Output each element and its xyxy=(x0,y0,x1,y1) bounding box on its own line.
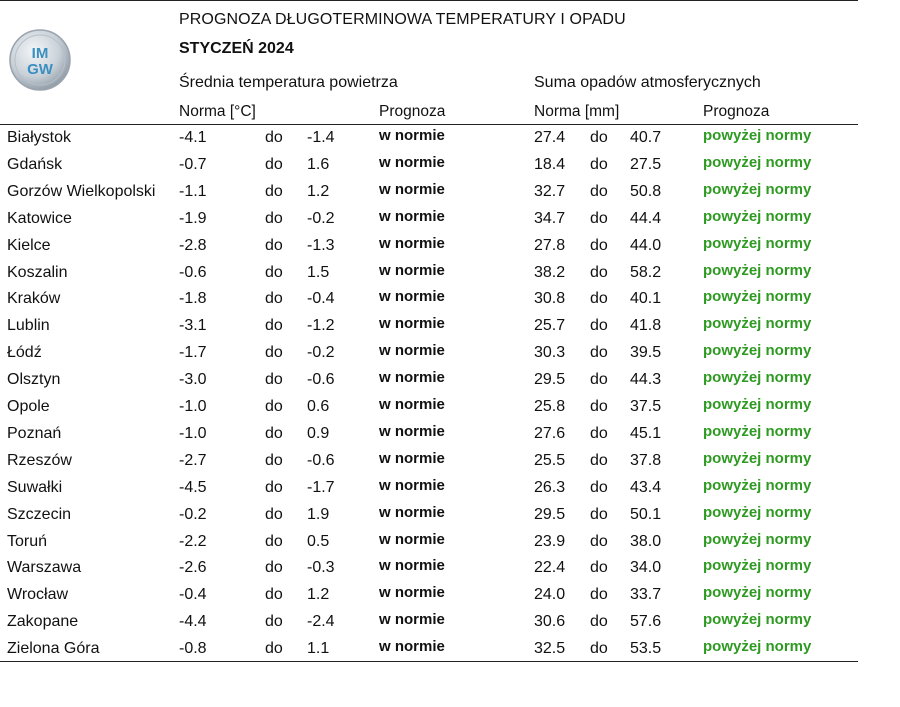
temperature-norm-max: -0.6 xyxy=(307,451,335,469)
city-name: Szczecin xyxy=(7,505,72,523)
temperature-group-header: Średnia temperatura powietrza xyxy=(179,74,398,91)
table-row xyxy=(0,317,858,344)
temperature-norm-min: -2.7 xyxy=(179,451,207,469)
precipitation-norm-max: 37.8 xyxy=(630,451,662,469)
precipitation-norm-min: 27.8 xyxy=(534,236,566,254)
temperature-range-connector: do xyxy=(265,182,283,200)
temperature-range-connector: do xyxy=(265,263,283,281)
temperature-forecast: w normie xyxy=(379,180,445,198)
header-rule xyxy=(0,124,858,125)
table-row xyxy=(0,640,858,667)
temperature-norm-min: -1.1 xyxy=(179,182,207,200)
temperature-norm-max: -1.4 xyxy=(307,129,335,146)
temperature-range-connector: do xyxy=(265,398,283,415)
table-row xyxy=(0,398,858,425)
temperature-forecast: w normie xyxy=(379,449,445,467)
temperature-norm-max: -1.7 xyxy=(307,478,335,496)
precipitation-forecast: powyżej normy xyxy=(703,127,812,144)
precipitation-norm-min: 22.4 xyxy=(534,559,566,577)
precipitation-forecast: powyżej normy xyxy=(703,261,812,279)
precipitation-forecast: powyżej normy xyxy=(703,369,812,387)
city-name: Toruń xyxy=(7,532,48,550)
precipitation-norm-min: 32.7 xyxy=(534,182,566,200)
table-row xyxy=(0,290,858,317)
page-title: PROGNOZA DŁUGOTERMINOWA TEMPERATURY I OPADU xyxy=(179,11,626,28)
temperature-range-connector: do xyxy=(265,478,283,496)
temperature-range-connector: do xyxy=(265,317,283,335)
table-row xyxy=(0,153,858,183)
table-row xyxy=(0,449,858,479)
precipitation-range-connector: do xyxy=(590,263,608,281)
precipitation-forecast: powyżej normy xyxy=(703,288,812,306)
precipitation-norm-min: 38.2 xyxy=(534,263,566,281)
temperature-norm-max: -0.3 xyxy=(307,559,335,577)
page-subtitle: STYCZEŃ 2024 xyxy=(179,40,294,57)
precipitation-norm-max: 40.1 xyxy=(630,290,662,308)
temperature-norm-max: 0.6 xyxy=(307,398,330,415)
precipitation-forecast: powyżej normy xyxy=(703,315,812,333)
precipitation-norm-min: 29.5 xyxy=(534,371,566,389)
precipitation-range-connector: do xyxy=(590,451,608,469)
temperature-norm-max: -0.4 xyxy=(307,290,335,308)
temperature-norm-min: -0.4 xyxy=(179,586,207,604)
temperature-norm-min: -2.6 xyxy=(179,559,207,577)
precipitation-norm-min: 29.5 xyxy=(534,505,566,523)
precipitation-norm-max: 34.0 xyxy=(630,559,662,577)
temperature-norm-max: 0.9 xyxy=(307,424,330,442)
temperature-forecast: w normie xyxy=(379,127,445,144)
temperature-forecast: w normie xyxy=(379,234,445,252)
precipitation-range-connector: do xyxy=(590,424,608,442)
precipitation-norm-min: 25.7 xyxy=(534,317,566,335)
temperature-forecast: w normie xyxy=(379,207,445,225)
temperature-norm-max: -0.2 xyxy=(307,344,335,362)
temperature-forecast: w normie xyxy=(379,557,445,575)
precipitation-forecast: powyżej normy xyxy=(703,503,812,521)
precipitation-forecast: powyżej normy xyxy=(703,422,812,440)
precipitation-norm-min: 30.8 xyxy=(534,290,566,308)
precipitation-norm-max: 38.0 xyxy=(630,532,662,550)
city-name: Kraków xyxy=(7,290,61,308)
precipitation-norm-max: 53.5 xyxy=(630,640,662,658)
precipitation-norm-min: 27.4 xyxy=(534,129,566,146)
precipitation-range-connector: do xyxy=(590,182,608,200)
imgw-logo xyxy=(8,28,72,92)
temperature-range-connector: do xyxy=(265,559,283,577)
temperature-forecast: w normie xyxy=(379,503,445,521)
table-row xyxy=(0,530,858,560)
precipitation-forecast: powyżej normy xyxy=(703,234,812,252)
temperature-norm-max: 1.1 xyxy=(307,640,330,658)
precipitation-norm-max: 57.6 xyxy=(630,613,662,631)
temperature-norm-min: -0.8 xyxy=(179,640,207,658)
temperature-range-connector: do xyxy=(265,344,283,362)
precipitation-forecast: powyżej normy xyxy=(703,153,812,171)
precipitation-range-connector: do xyxy=(590,209,608,227)
temperature-forecast: w normie xyxy=(379,584,445,602)
precipitation-range-connector: do xyxy=(590,640,608,658)
temperature-norm-min: -0.6 xyxy=(179,263,207,281)
precipitation-range-connector: do xyxy=(590,505,608,523)
temperature-forecast: w normie xyxy=(379,638,445,656)
precipitation-norm-max: 45.1 xyxy=(630,424,662,442)
temperature-norm-min: -1.0 xyxy=(179,398,207,415)
temperature-norm-max: 1.6 xyxy=(307,155,330,173)
temperature-range-connector: do xyxy=(265,371,283,389)
temperature-norm-min: -2.2 xyxy=(179,532,207,550)
precipitation-range-connector: do xyxy=(590,398,608,415)
table-row xyxy=(0,503,858,533)
top-rule xyxy=(0,0,858,1)
temperature-norm-max: 1.9 xyxy=(307,505,330,523)
precipitation-forecast: powyżej normy xyxy=(703,584,812,602)
table-row xyxy=(0,476,858,506)
city-name: Zielona Góra xyxy=(7,640,100,658)
table-row xyxy=(0,586,858,613)
temperature-range-connector: do xyxy=(265,505,283,523)
table-row xyxy=(0,129,858,156)
precipitation-forecast: powyżej normy xyxy=(703,396,812,413)
precipitation-range-connector: do xyxy=(590,317,608,335)
temperature-norm-min: -1.0 xyxy=(179,424,207,442)
temperature-forecast: w normie xyxy=(379,530,445,548)
temperature-norm-max: 1.2 xyxy=(307,586,330,604)
temperature-range-connector: do xyxy=(265,129,283,146)
city-name: Rzeszów xyxy=(7,451,72,469)
city-name: Gorzów Wielkopolski xyxy=(7,182,156,200)
precipitation-norm-max: 50.8 xyxy=(630,182,662,200)
temperature-norm-max: 0.5 xyxy=(307,532,330,550)
temperature-range-connector: do xyxy=(265,613,283,631)
temperature-norm-min: -4.1 xyxy=(179,129,207,146)
temperature-norm-min: -4.4 xyxy=(179,613,207,631)
precipitation-norm-header: Norma [mm] xyxy=(534,103,620,120)
table-row xyxy=(0,207,858,237)
precipitation-range-connector: do xyxy=(590,532,608,550)
precipitation-forecast: powyżej normy xyxy=(703,611,812,629)
precipitation-range-connector: do xyxy=(590,129,608,146)
temperature-range-connector: do xyxy=(265,209,283,227)
temperature-norm-max: -1.2 xyxy=(307,317,335,335)
temperature-forecast: w normie xyxy=(379,315,445,333)
precipitation-norm-min: 18.4 xyxy=(534,155,566,173)
precipitation-norm-max: 40.7 xyxy=(630,129,662,146)
temperature-range-connector: do xyxy=(265,451,283,469)
city-name: Suwałki xyxy=(7,478,63,496)
temperature-norm-min: -2.8 xyxy=(179,236,207,254)
precipitation-norm-max: 44.0 xyxy=(630,236,662,254)
precipitation-forecast: powyżej normy xyxy=(703,207,812,225)
temperature-forecast: w normie xyxy=(379,342,445,360)
temperature-range-connector: do xyxy=(265,236,283,254)
precipitation-norm-min: 26.3 xyxy=(534,478,566,496)
precipitation-norm-min: 24.0 xyxy=(534,586,566,604)
table-row xyxy=(0,371,858,398)
temperature-norm-max: -1.3 xyxy=(307,236,335,254)
precipitation-group-header: Suma opadów atmosferycznych xyxy=(534,74,761,91)
temperature-forecast: w normie xyxy=(379,422,445,440)
city-name: Olsztyn xyxy=(7,371,61,389)
temperature-range-connector: do xyxy=(265,290,283,308)
temperature-range-connector: do xyxy=(265,640,283,658)
precipitation-norm-max: 39.5 xyxy=(630,344,662,362)
temperature-range-connector: do xyxy=(265,586,283,604)
temperature-norm-min: -3.1 xyxy=(179,317,207,335)
precipitation-range-connector: do xyxy=(590,478,608,496)
city-name: Zakopane xyxy=(7,613,79,631)
city-name: Katowice xyxy=(7,209,72,227)
city-name: Opole xyxy=(7,398,50,415)
temperature-forecast: w normie xyxy=(379,288,445,306)
precipitation-forecast-header: Prognoza xyxy=(703,103,770,120)
table-row xyxy=(0,422,858,452)
precipitation-forecast: powyżej normy xyxy=(703,638,812,656)
temperature-norm-min: -4.5 xyxy=(179,478,207,496)
precipitation-norm-min: 23.9 xyxy=(534,532,566,550)
precipitation-norm-min: 25.5 xyxy=(534,451,566,469)
precipitation-norm-max: 50.1 xyxy=(630,505,662,523)
table-row xyxy=(0,261,858,291)
svg-text:GW: GW xyxy=(27,61,53,78)
precipitation-forecast: powyżej normy xyxy=(703,342,812,360)
city-name: Łódź xyxy=(7,344,42,362)
temperature-norm-min: -1.9 xyxy=(179,209,207,227)
table-row xyxy=(0,613,858,640)
city-name: Białystok xyxy=(7,129,72,146)
temperature-forecast: w normie xyxy=(379,153,445,171)
temperature-norm-min: -3.0 xyxy=(179,371,207,389)
precipitation-norm-max: 58.2 xyxy=(630,263,662,281)
temperature-norm-min: -1.7 xyxy=(179,344,207,362)
precipitation-norm-max: 41.8 xyxy=(630,317,662,335)
precipitation-forecast: powyżej normy xyxy=(703,180,812,198)
temperature-norm-min: -0.7 xyxy=(179,155,207,173)
precipitation-norm-min: 32.5 xyxy=(534,640,566,658)
precipitation-norm-max: 27.5 xyxy=(630,155,662,173)
temperature-forecast: w normie xyxy=(379,476,445,494)
city-name: Poznań xyxy=(7,424,62,442)
city-name: Lublin xyxy=(7,317,50,335)
precipitation-norm-min: 25.8 xyxy=(534,398,566,415)
precipitation-range-connector: do xyxy=(590,155,608,173)
precipitation-norm-max: 44.4 xyxy=(630,209,662,227)
temperature-norm-min: -0.2 xyxy=(179,505,207,523)
table-row xyxy=(0,234,858,264)
temperature-norm-header: Norma [°C] xyxy=(179,103,256,120)
precipitation-norm-max: 44.3 xyxy=(630,371,662,389)
precipitation-range-connector: do xyxy=(590,613,608,631)
precipitation-forecast: powyżej normy xyxy=(703,530,812,548)
temperature-forecast: w normie xyxy=(379,369,445,387)
precipitation-norm-max: 33.7 xyxy=(630,586,662,604)
precipitation-forecast: powyżej normy xyxy=(703,557,812,575)
precipitation-range-connector: do xyxy=(590,559,608,577)
svg-text:IM: IM xyxy=(31,45,49,62)
precipitation-norm-max: 43.4 xyxy=(630,478,662,496)
table-row xyxy=(0,180,858,210)
precipitation-norm-min: 30.6 xyxy=(534,613,566,631)
temperature-norm-max: -2.4 xyxy=(307,613,335,631)
city-name: Warszawa xyxy=(7,559,82,577)
table-row xyxy=(0,559,858,586)
precipitation-norm-max: 37.5 xyxy=(630,398,662,415)
city-name: Koszalin xyxy=(7,263,68,281)
precipitation-norm-min: 27.6 xyxy=(534,424,566,442)
precipitation-norm-min: 34.7 xyxy=(534,209,566,227)
temperature-forecast-header: Prognoza xyxy=(379,103,446,120)
table-row xyxy=(0,344,858,371)
precipitation-forecast: powyżej normy xyxy=(703,449,812,467)
temperature-norm-max: -0.2 xyxy=(307,209,335,227)
temperature-range-connector: do xyxy=(265,532,283,550)
temperature-norm-min: -1.8 xyxy=(179,290,207,308)
temperature-range-connector: do xyxy=(265,424,283,442)
precipitation-range-connector: do xyxy=(590,236,608,254)
temperature-range-connector: do xyxy=(265,155,283,173)
bottom-rule xyxy=(0,661,858,662)
temperature-forecast: w normie xyxy=(379,261,445,279)
precipitation-range-connector: do xyxy=(590,344,608,362)
temperature-forecast: w normie xyxy=(379,396,445,413)
precipitation-range-connector: do xyxy=(590,586,608,604)
city-name: Gdańsk xyxy=(7,155,63,173)
precipitation-range-connector: do xyxy=(590,290,608,308)
city-name: Kielce xyxy=(7,236,51,254)
temperature-norm-max: 1.2 xyxy=(307,182,330,200)
temperature-forecast: w normie xyxy=(379,611,445,629)
temperature-norm-max: 1.5 xyxy=(307,263,330,281)
precipitation-forecast: powyżej normy xyxy=(703,476,812,494)
precipitation-range-connector: do xyxy=(590,371,608,389)
precipitation-norm-min: 30.3 xyxy=(534,344,566,362)
temperature-norm-max: -0.6 xyxy=(307,371,335,389)
city-name: Wrocław xyxy=(7,586,69,604)
